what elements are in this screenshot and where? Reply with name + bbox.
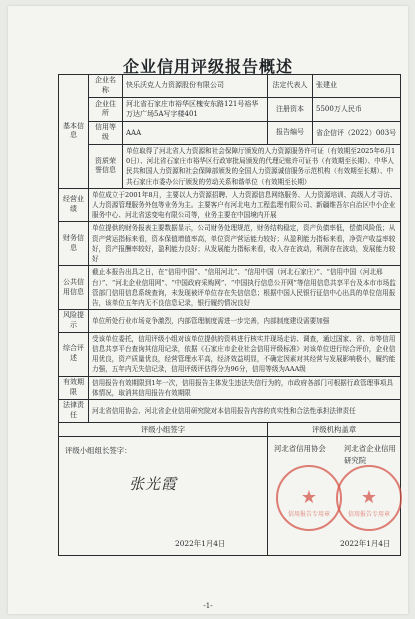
rating-label: 信用等级 [89, 122, 123, 145]
org2-name: 河北省企业信用研究院 [344, 444, 396, 465]
risk-text: 单位所处行业市场竞争激烈，内部管理制度需进一步完善，内部制度建设需要加强 [89, 310, 401, 333]
report-no-value: 省企信评（2022）003号 [313, 122, 401, 145]
validity-text: 信用报告有效期限到1年一次，信用报告主体发生违法失信行为的，市政府各部门可根据行政管理事项具体情况，取消其信用报告有效期限 [89, 376, 401, 399]
rating-value: AAA [123, 122, 268, 145]
legal-label: 法律责任 [59, 400, 89, 423]
company-name-label: 企业名称 [89, 75, 123, 98]
comprehensive-text: 受该单位委托，信用评级小组对该单位提供的资料进行核实并现场走访、调查，通过国家、省、市等信用信息共享平台查询其信用记录，依据《石家庄市企业社会信用评级标准》对该单位进行综合评价，企业信用优良，资产质量优良，经营管理水平高，经济效益明显，不确定因素对其经营与发展影响极小，履约能力强，五年内无失信记录，信用评级评估得分为96分，信用等级为AAA级 [89, 332, 401, 376]
validity-label: 有效期限 [59, 376, 89, 399]
org1-name: 河北省信用协会 [274, 444, 326, 454]
finance-text: 单位提供的财务报表主要数据显示，公司财务处理规范，财务结构稳定，资产负债率低，偿债风险低；从资产营运指标来看，资本保值增值率高，单位资产营运能力较好；从盈利能力指标来看，净资产收益率较好，资产报酬率较好，盈利能力良好；从发展能力指标来看，收入存在波动，利润存在波动，发展能力较好 [89, 222, 401, 266]
row-signature-header [59, 422, 401, 436]
legal-rep-label: 法定代表人 [268, 75, 313, 98]
group-sign-label: 评级小组签字 [59, 422, 268, 436]
page-number: -1- [203, 602, 213, 610]
legal-rep-value: 张建业 [313, 75, 401, 98]
row-legal [59, 400, 401, 423]
stamp1-text: 信用报告专用章 [287, 510, 330, 518]
row-validity [59, 376, 401, 399]
seal-stamp-2 [336, 465, 402, 531]
leader-sign-label: 评级小组组长签字： [65, 446, 132, 456]
org-date: 2022年1月4日 [340, 538, 391, 548]
seal-stamp-1 [276, 465, 342, 531]
comprehensive-label: 综合评述 [59, 332, 89, 376]
sign-date: 2022年1月4日 [175, 538, 226, 548]
row-comprehensive [59, 332, 401, 376]
qualification-label: 资质荣誉信息 [89, 144, 123, 188]
leader-signature: 张光霞 [129, 475, 178, 494]
page-title: 企业信用评级报告概述 [122, 57, 293, 76]
company-name-value: 快乐沃克人力资源股份有限公司 [123, 75, 268, 98]
stamp2-text: 信用报告专用章 [347, 510, 390, 518]
row-risk [59, 310, 401, 333]
operation-text: 单位成立于2001年8月，主要以人力资源招聘、人力资源信息网络服务、人力资源培训、高级人才寻访、人力资源管理服务外包等业务为主。主要客户有河北电力工程监理有限公司、新疆维吾尔自治区中小企业服务中心、河北省送变电有限公司等，业务主要在中国境内开展 [89, 188, 401, 222]
group-sign-box [59, 437, 268, 556]
address-label: 企业住所 [89, 97, 123, 122]
star-icon: ★ [360, 487, 378, 509]
report-page [8, 6, 408, 614]
star-icon: ★ [300, 487, 318, 509]
finance-label: 财务信息 [59, 222, 89, 266]
row-address [59, 97, 401, 122]
public-credit-label: 公共信用信息 [59, 266, 89, 310]
row-finance [59, 222, 401, 266]
row-public-credit [59, 266, 401, 310]
report-no-label: 报告编号 [268, 122, 313, 145]
row-company-name [59, 75, 401, 98]
capital-value: 5500万人民币 [313, 97, 401, 122]
row-operation [59, 188, 401, 222]
public-credit-text: 截止本报告出具之日，在“信用中国”、“信用河北”、“信用中国（河北石家庄）”、“信用中国（河北邢台）”、“河北企业信用网”、“中国政府采购网”、“中国执行信息公开网”等信用信息共享平台及本市市场监管部门信用信息系统查询，未发现被评单位存在失信信息；根据中国人民银行征信中心出具的单位信用报告，该单位五年内无不良信息记录，银行履约情况良好 [89, 266, 401, 310]
row-qualification [59, 144, 401, 188]
operation-label: 经营业绩 [59, 188, 89, 222]
org-seal-label: 评级机构盖章 [268, 422, 401, 436]
capital-label: 注册资本 [268, 97, 313, 122]
basic-section-label: 基本信息 [59, 75, 89, 189]
org-seal-box [268, 437, 401, 556]
row-signature-body [59, 437, 401, 556]
qualification-text: 单位取得了河北省人力资源和社会保障厅颁发的人力资源服务许可证（有效期至2025年6月10日）、河北省石家庄市裕华区行政审批局颁发的代理记账许可证书（有效期至长期）、中华人民共和国人力资源和社会保障部颁发的全国人力资源诚信服务示范机构（有效期至长期）、中共石家庄市委办公厅颁发的劳动关系和谐单位（有效期至长期） [123, 144, 401, 188]
risk-label: 风险提示 [59, 310, 89, 333]
address-value: 河北省石家庄市裕华区槐安东路121号裕华万达广场5A写字楼401 [123, 97, 268, 122]
report-table [58, 74, 401, 556]
row-rating [59, 122, 401, 145]
legal-text: 河北省信用协会、河北省企业信用研究院对本信用报告内容的真实性和合法性承担法律责任 [89, 400, 401, 423]
